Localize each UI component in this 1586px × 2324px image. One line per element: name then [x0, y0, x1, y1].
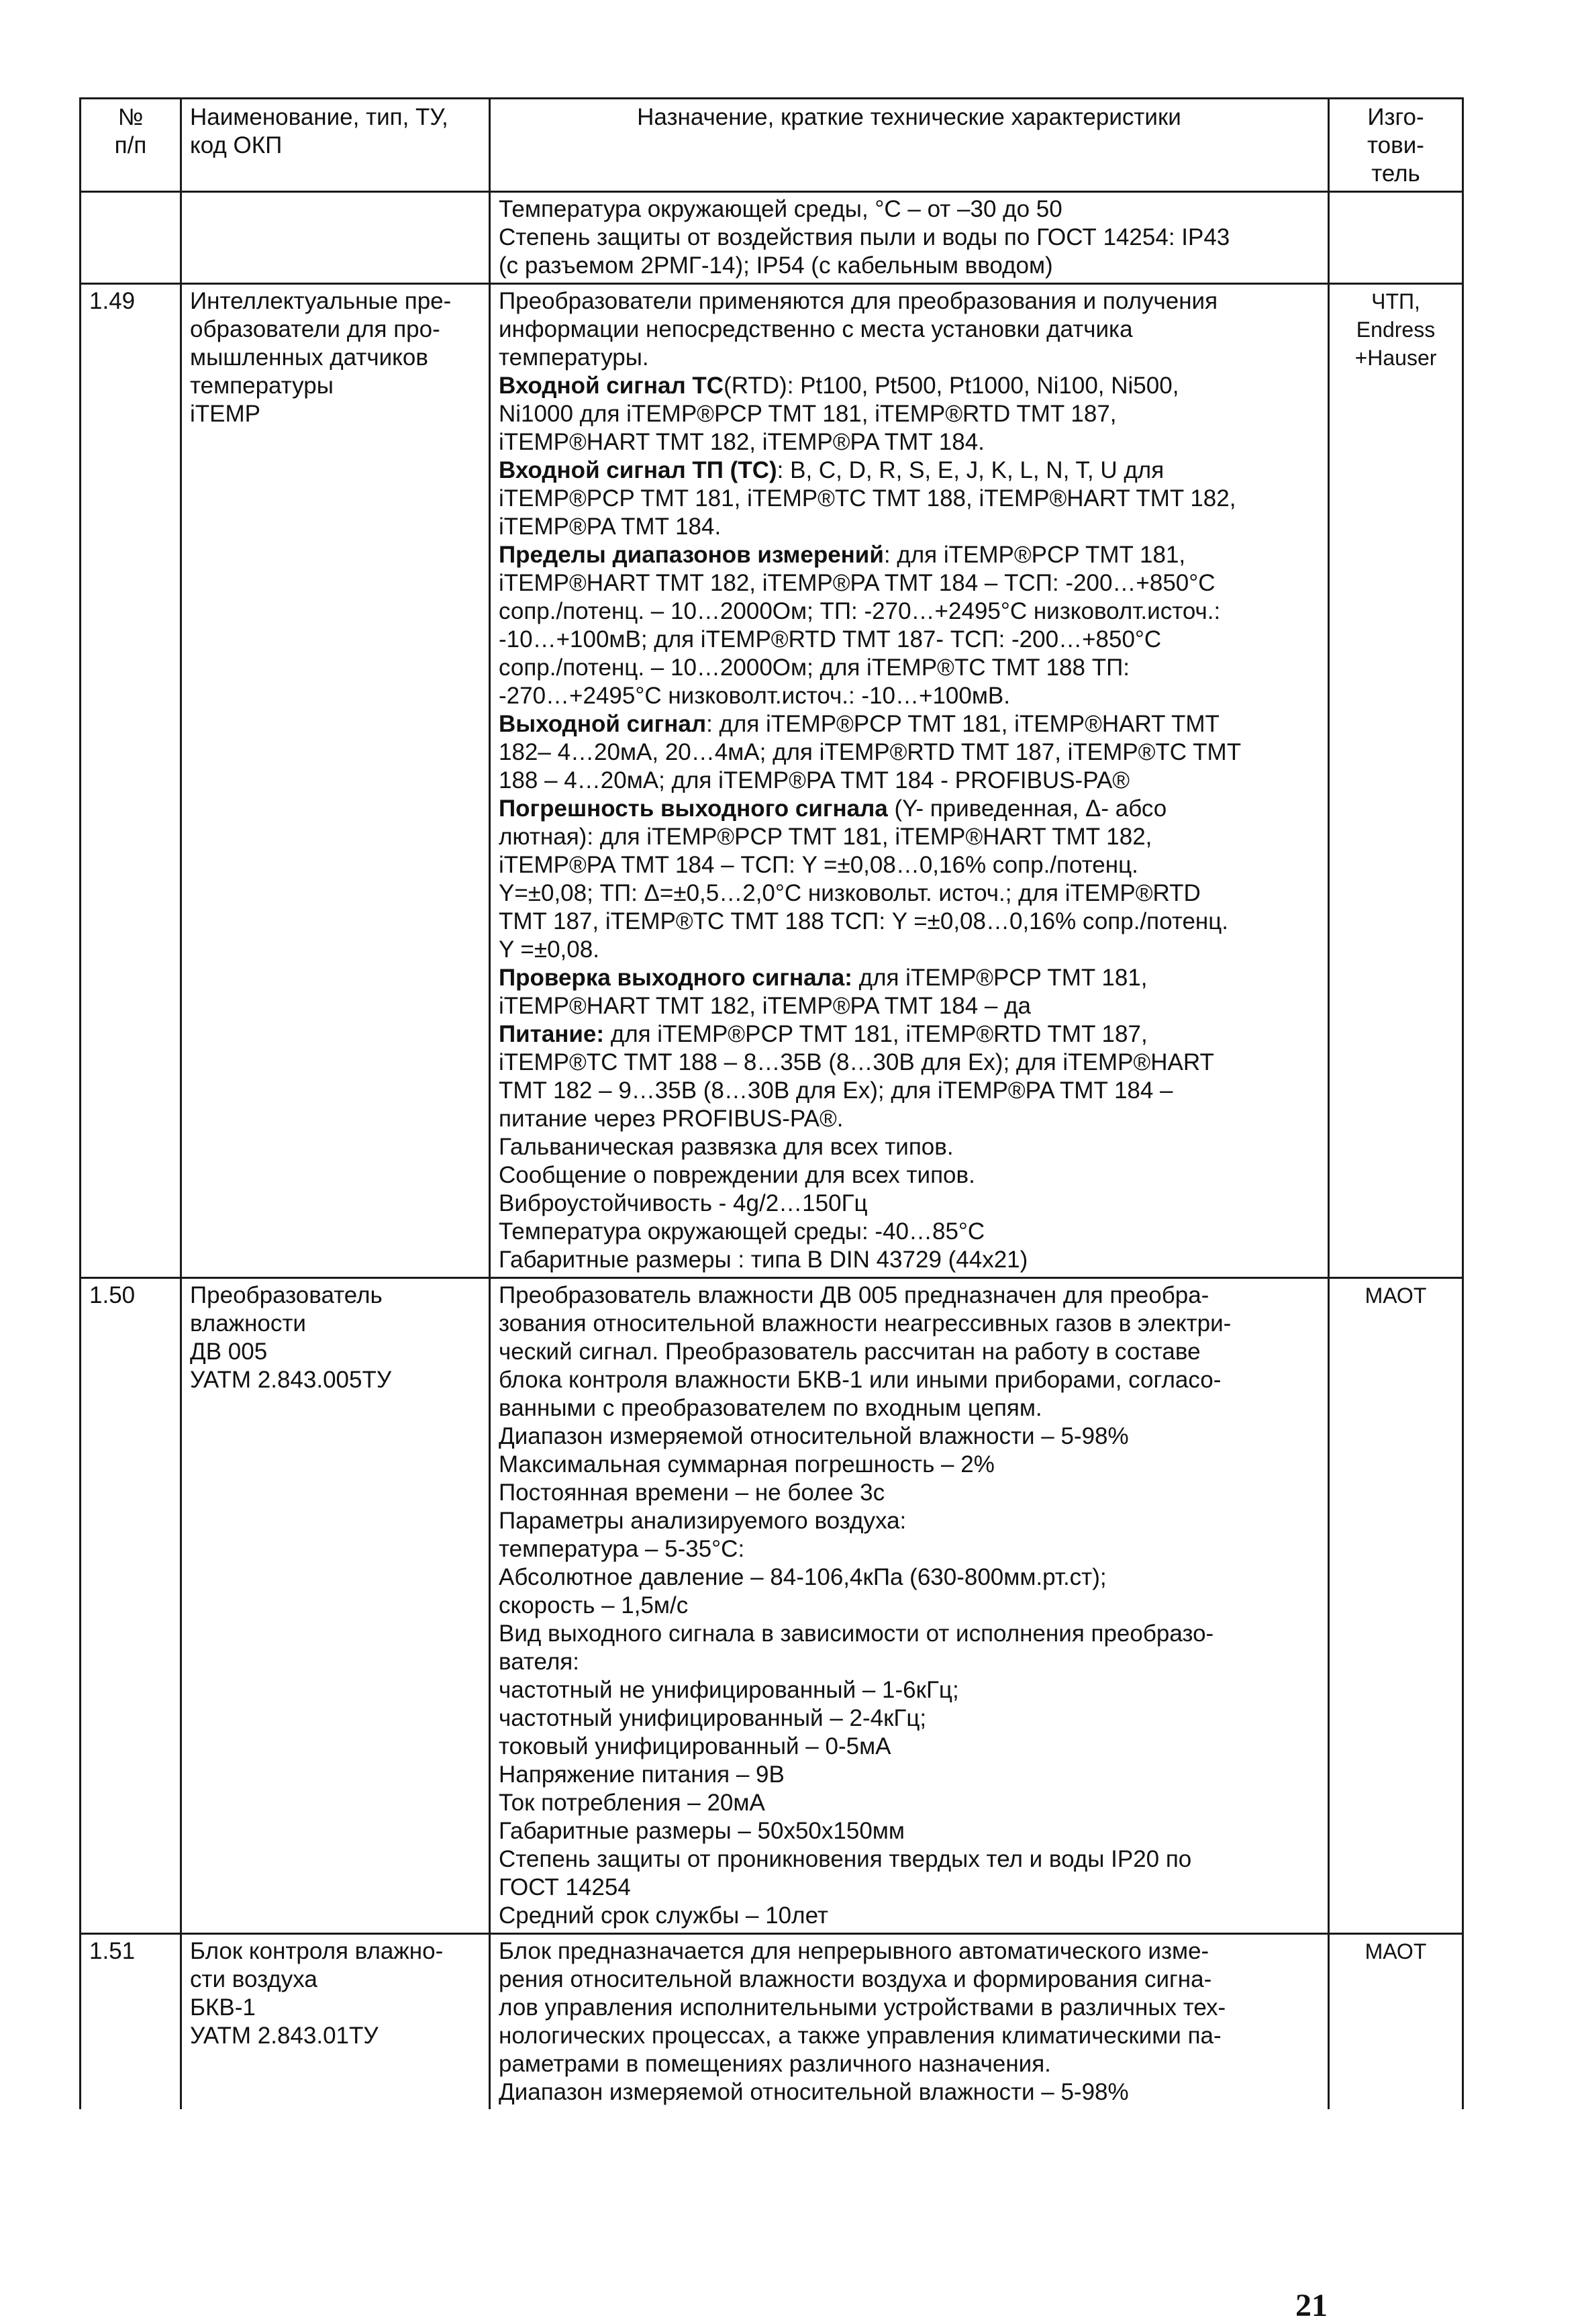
- spec-line: [499, 738, 1320, 767]
- text-line: код ОКП: [190, 132, 283, 158]
- spec-text: сопр./потенц. – 10…2000Ом; для iTEMP®TC TMT 188 ТП:: [499, 655, 1130, 681]
- spec-line: [499, 1592, 1320, 1620]
- spec-line: [499, 1507, 1320, 1535]
- spec-text: 188 – 4…20мА; для iTEMP®PA TMT 184 - PROFIBUS-PA®: [499, 767, 1130, 793]
- spec-term: Питание:: [499, 1021, 605, 1047]
- spec-line: [499, 908, 1320, 936]
- spec-line: [499, 1817, 1320, 1845]
- spec-text: частотный унифицированный – 2-4кГц;: [499, 1705, 927, 1731]
- spec-text: : B, C, D, R, S, E, J, K, L, N, T, U для: [777, 457, 1164, 483]
- spec-text: нологических процессах, а также управления климатическими па-: [499, 2023, 1222, 2049]
- spec-line: [499, 513, 1320, 541]
- text-line: ЧТП,: [1371, 289, 1420, 313]
- spec-line: [499, 1133, 1320, 1161]
- row-manufacturer: [1329, 1278, 1463, 1934]
- text-line: Изго-: [1367, 104, 1424, 130]
- spec-line: [499, 1338, 1320, 1366]
- spec-text: Преобразователь влажности ДВ 005 предназначен для преобра-: [499, 1282, 1209, 1308]
- spec-text: iTEMP®HART TMT 182, iTEMP®PA TMT 184 – ТСП: -200…+850°С: [499, 570, 1216, 596]
- spec-text: (с разъемом 2РМГ-14); IP54 (с кабельным вводом): [499, 252, 1053, 279]
- spec-text: Средний срок службы – 10лет: [499, 1902, 828, 1929]
- spec-text: iTEMP®HART TMT 182, iTEMP®PA TMT 184 – да: [499, 993, 1031, 1019]
- spec-term: Входной сигнал ТП (ТС): [499, 457, 777, 483]
- text-line: +Hauser: [1354, 346, 1437, 370]
- spec-text: температура – 5-35°С:: [499, 1536, 745, 1562]
- row-manufacturer: [1329, 284, 1463, 1278]
- row-number: 1.51: [81, 1934, 181, 2110]
- text-line: ДВ 005: [190, 1339, 268, 1365]
- continuation-manufacturer: [1329, 192, 1463, 284]
- spec-text: iTEMP®PA TMT 184 – ТСП: Υ =±0,08…0,16% сопр./потенц.: [499, 852, 1138, 878]
- spec-line: [499, 992, 1320, 1020]
- spec-text: частотный не унифицированный – 1-6кГц;: [499, 1677, 959, 1703]
- spec-text: : для iTEMP®PCP TMT 181, iTEMP®HART TMT: [706, 711, 1220, 737]
- spec-text: TMT 187, iTEMP®TC TMT 188 ТСП: Υ =±0,08…0,16% сопр./потенц.: [499, 908, 1229, 934]
- spec-text: TMT 182 – 9…35В (8…30В для Ex); для iTEMP®PA TMT 184 –: [499, 1077, 1173, 1104]
- text-line: Блок контроля влажно-: [190, 1938, 444, 1964]
- spec-line: [499, 1105, 1320, 1133]
- spec-line: [499, 1049, 1320, 1077]
- spec-text: лов управления исполнительными устройствами в различных тех-: [499, 1994, 1226, 2021]
- spec-text: лютная): для iTEMP®PCP TMT 181, iTEMP®HART TMT 182,: [499, 824, 1152, 850]
- text-line: тови-: [1367, 132, 1424, 158]
- text-line: сти воздуха: [190, 1966, 317, 1992]
- spec-text: iTEMP®HART TMT 182, iTEMP®PA TMT 184.: [499, 429, 985, 455]
- header-num: [81, 99, 181, 192]
- spec-line: [499, 597, 1320, 626]
- spec-term: Пределы диапазонов измерений: [499, 542, 884, 568]
- text-line: Endress: [1356, 318, 1436, 342]
- spec-line: [499, 1310, 1320, 1338]
- spec-line: [499, 428, 1320, 456]
- spec-line: [499, 964, 1320, 992]
- spec-text: ГОСТ 14254: [499, 1874, 631, 1900]
- spec-text: Преобразователи применяются для преобразования и получения: [499, 288, 1218, 314]
- text-line: тель: [1371, 160, 1420, 187]
- continuation-name: [181, 192, 490, 284]
- row-number: 1.50: [81, 1278, 181, 1934]
- spec-text: Ток потребления – 20мА: [499, 1790, 765, 1816]
- spec-line: [499, 1077, 1320, 1105]
- spec-line: [499, 1761, 1320, 1789]
- row-name: [181, 1934, 490, 2110]
- spec-line: [499, 710, 1320, 738]
- spec-line: [499, 2050, 1320, 2078]
- spec-text: Диапазон измеряемой относительной влажности – 5-98%: [499, 1423, 1129, 1449]
- spec-text: : для iTEMP®PCP TMT 181,: [883, 542, 1186, 568]
- spec-line: [499, 1789, 1320, 1817]
- spec-line: [499, 1845, 1320, 1874]
- text-line: УАТМ 2.843.01ТУ: [190, 2023, 379, 2049]
- spec-text: температуры.: [499, 344, 649, 371]
- spec-line: [499, 1422, 1320, 1451]
- text-line: влажности: [190, 1310, 306, 1337]
- spec-text: iTEMP®PA TMT 184.: [499, 514, 722, 540]
- spec-line: [499, 1281, 1320, 1310]
- text-line: Интеллектуальные пре-: [190, 288, 452, 314]
- text-line: УАТМ 2.843.005ТУ: [190, 1367, 392, 1393]
- text-line: iTEMP: [190, 401, 260, 427]
- row-purpose: [490, 1934, 1329, 2110]
- spec-text: Виброустойчивость - 4g/2…150Гц: [499, 1190, 868, 1216]
- spec-line: [499, 1218, 1320, 1246]
- spec-text: Габаритные размеры – 50x50x150мм: [499, 1818, 905, 1844]
- spec-text: питание через PROFIBUS-PA®.: [499, 1106, 844, 1132]
- spec-line: [499, 541, 1320, 569]
- spec-line: [499, 879, 1320, 908]
- spec-line: [499, 2078, 1320, 2107]
- row-manufacturer: [1329, 1934, 1463, 2110]
- spec-text: Ni1000 для iTEMP®PCP TMT 181, iTEMP®RTD TMT 187,: [499, 401, 1117, 427]
- spec-text: ванными с преобразователем по входным цепям.: [499, 1395, 1042, 1421]
- spec-line: [499, 1937, 1320, 1966]
- text-line: БКВ-1: [190, 1994, 256, 2021]
- spec-line: [499, 400, 1320, 428]
- spec-text: Блок предназначается для непрерывного автоматического изме-: [499, 1938, 1209, 1964]
- text-line: температуры: [190, 373, 334, 399]
- continuation-row: [81, 192, 1463, 284]
- spec-line: [499, 626, 1320, 654]
- table-row: [81, 1934, 1463, 2110]
- spec-text: Параметры анализируемого воздуха:: [499, 1508, 907, 1534]
- spec-line: [499, 252, 1320, 280]
- spec-text: раметрами в помещениях различного назначения.: [499, 2051, 1051, 2077]
- spec-table-sheet: [79, 97, 1462, 2323]
- spec-line: [499, 795, 1320, 823]
- spec-line: [499, 767, 1320, 795]
- row-name: [181, 284, 490, 1278]
- header-purpose: [490, 99, 1329, 192]
- spec-line: [499, 456, 1320, 485]
- spec-line: [499, 224, 1320, 252]
- spec-text: ческий сигнал. Преобразователь рассчитан на работу в составе: [499, 1339, 1201, 1365]
- spec-text: Степень защиты от проникновения твердых тел и воды IP20 по: [499, 1846, 1192, 1872]
- header-name: [181, 99, 490, 192]
- spec-line: [499, 1676, 1320, 1704]
- text-line: п/п: [114, 132, 147, 158]
- spec-text: рения относительной влажности воздуха и формирования сигна-: [499, 1966, 1212, 1992]
- row-number: 1.49: [81, 284, 181, 1278]
- spec-text: Υ=±0,08; ТП: Δ=±0,5…2,0°С низковольт. источ.; для iTEMP®RTD: [499, 880, 1201, 906]
- row-name: [181, 1278, 490, 1934]
- spec-line: [499, 1563, 1320, 1592]
- spec-text: -10…+100мВ; для iTEMP®RTD TMT 187- ТСП: -200…+850°С: [499, 626, 1162, 652]
- spec-text: вателя:: [499, 1649, 579, 1675]
- row-purpose: [490, 1278, 1329, 1934]
- continuation-num: [81, 192, 181, 284]
- spec-line: [499, 1190, 1320, 1218]
- spec-line: [499, 682, 1320, 710]
- spec-text: Υ =±0,08.: [499, 936, 599, 963]
- spec-line: [499, 1535, 1320, 1563]
- spec-text: скорость – 1,5м/с: [499, 1592, 689, 1618]
- spec-text: блока контроля влажности БКВ-1 или иными приборами, согласо-: [499, 1367, 1222, 1393]
- spec-line: [499, 1161, 1320, 1190]
- text-line: МАОТ: [1365, 1284, 1427, 1308]
- spec-text: Температура окружающей среды: -40…85°С: [499, 1218, 985, 1245]
- spec-text: Диапазон измеряемой относительной влажности – 5-98%: [499, 2079, 1129, 2105]
- text-line: №: [117, 104, 144, 130]
- spec-term: Погрешность выходного сигнала: [499, 795, 888, 822]
- spec-line: [499, 1479, 1320, 1507]
- spec-line: [499, 936, 1320, 964]
- spec-table: [79, 97, 1464, 2109]
- text-line: Преобразователь: [190, 1282, 383, 1308]
- page-number: 21: [1295, 2288, 1328, 2323]
- spec-text: сопр./потенц. – 10…2000Ом; ТП: -270…+2495°С низковолт.источ.:: [499, 598, 1221, 624]
- spec-text: зования относительной влажности неагрессивных газов в электри-: [499, 1310, 1232, 1337]
- spec-line: [499, 1966, 1320, 1994]
- spec-term: Входной сигнал ТС: [499, 373, 724, 399]
- spec-line: [499, 1648, 1320, 1676]
- spec-text: Максимальная суммарная погрешность – 2%: [499, 1451, 995, 1478]
- spec-line: [499, 372, 1320, 400]
- spec-line: [499, 1733, 1320, 1761]
- text-line: МАОТ: [1365, 1939, 1427, 1964]
- spec-line: [499, 1394, 1320, 1422]
- spec-line: [499, 1020, 1320, 1049]
- spec-text: (Υ- приведенная, Δ- абсо: [887, 795, 1167, 822]
- spec-line: [499, 1704, 1320, 1733]
- spec-line: [499, 1451, 1320, 1479]
- spec-text: Гальваническая развязка для всех типов.: [499, 1134, 954, 1160]
- spec-text: для iTEMP®PCP TMT 181, iTEMP®RTD TMT 187,: [604, 1021, 1148, 1047]
- table-row: [81, 1278, 1463, 1934]
- spec-text: Степень защиты от воздействия пыли и воды по ГОСТ 14254: IP43: [499, 224, 1230, 250]
- spec-line: [499, 344, 1320, 372]
- spec-text: 182– 4…20мА, 20…4мА; для iTEMP®RTD TMT 187, iTEMP®TC TMT: [499, 739, 1242, 765]
- spec-text: токовый унифицированный – 0-5мА: [499, 1733, 891, 1759]
- table-row: [81, 284, 1463, 1278]
- spec-term: Проверка выходного сигнала:: [499, 965, 852, 991]
- text-line: Наименование, тип, ТУ,: [190, 104, 448, 130]
- spec-text: Постоянная времени – не более 3с: [499, 1480, 885, 1506]
- spec-text: Сообщение о повреждении для всех типов.: [499, 1162, 975, 1188]
- spec-line: [499, 1246, 1320, 1274]
- continuation-purpose: [490, 192, 1329, 284]
- header-row: [81, 99, 1463, 192]
- spec-text: Напряжение питания – 9В: [499, 1761, 785, 1788]
- spec-line: [499, 1902, 1320, 1930]
- text-line: Назначение, краткие технические характеристики: [637, 104, 1181, 130]
- text-line: образователи для про-: [190, 316, 440, 342]
- spec-line: [499, 851, 1320, 879]
- spec-line: [499, 287, 1320, 316]
- spec-line: [499, 823, 1320, 851]
- spec-text: информации непосредственно с места установки датчика: [499, 316, 1133, 342]
- spec-line: [499, 1366, 1320, 1394]
- spec-term: Выходной сигнал: [499, 711, 707, 737]
- header-manufacturer: [1329, 99, 1463, 192]
- spec-line: [499, 1620, 1320, 1648]
- spec-line: [499, 1994, 1320, 2022]
- spec-line: [499, 1874, 1320, 1902]
- spec-line: [499, 654, 1320, 682]
- spec-text: -270…+2495°С низковолт.источ.: -10…+100мВ.: [499, 683, 1010, 709]
- spec-line: [499, 569, 1320, 597]
- spec-line: [499, 195, 1320, 224]
- row-purpose: [490, 284, 1329, 1278]
- spec-text: Габаритные размеры : типа B DIN 43729 (44x21): [499, 1247, 1028, 1273]
- spec-line: [499, 485, 1320, 513]
- spec-text: (RTD): Pt100, Pt500, Pt1000, Ni100, Ni500,: [724, 373, 1179, 399]
- text-line: мышленных датчиков: [190, 344, 428, 371]
- spec-text: Вид выходного сигнала в зависимости от исполнения преобразо-: [499, 1620, 1214, 1647]
- spec-text: Температура окружающей среды, °С – от –30 до 50: [499, 196, 1062, 222]
- spec-text: Абсолютное давление – 84-106,4кПа (630-800мм.рт.ст);: [499, 1564, 1107, 1590]
- spec-line: [499, 316, 1320, 344]
- spec-text: для iTEMP®PCP TMT 181,: [852, 965, 1148, 991]
- spec-text: iTEMP®TC TMT 188 – 8…35В (8…30В для Ex); для iTEMP®HART: [499, 1049, 1214, 1075]
- spec-line: [499, 2022, 1320, 2050]
- spec-text: iTEMP®PCP TMT 181, iTEMP®TC TMT 188, iTEMP®HART TMT 182,: [499, 485, 1236, 512]
